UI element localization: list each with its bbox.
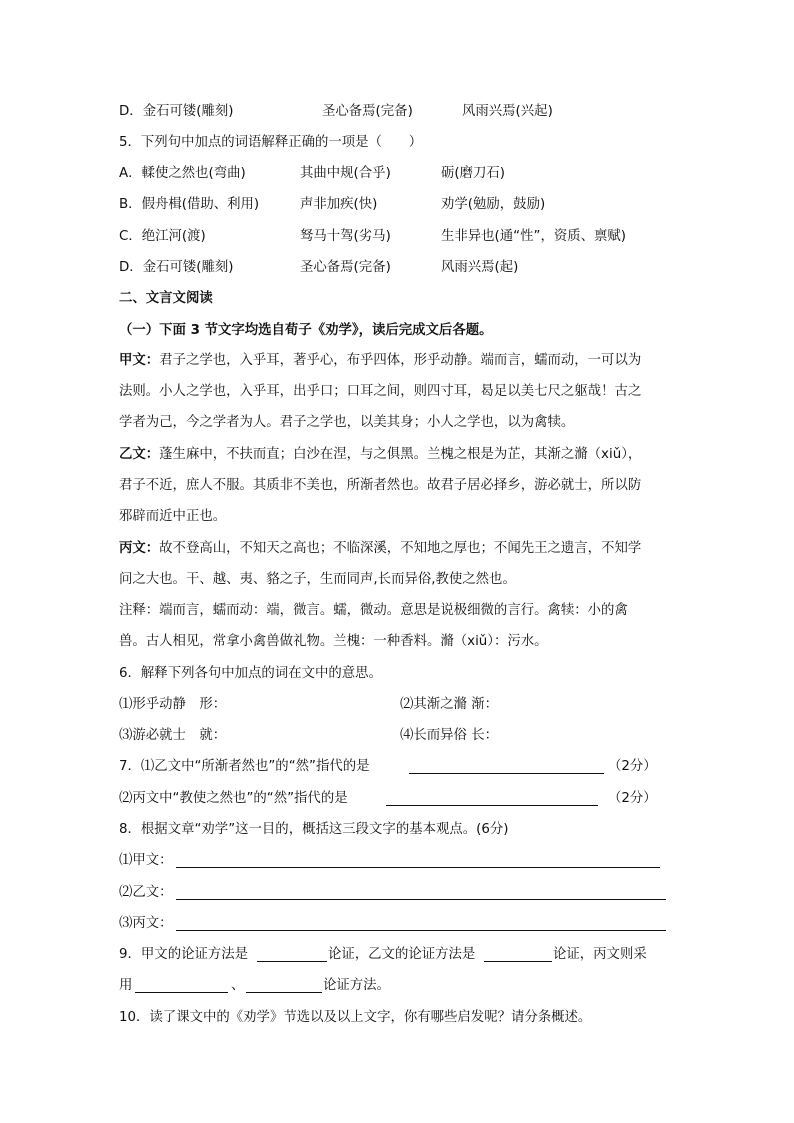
- bing-passage-line-2: 问之大也。干、越、夷、貉之子，生而同声,长而异俗,教使之然也。: [119, 572, 516, 587]
- jia-passage-line-3: 学者为己，今之学者为人。君子之学也，以美其身；小人之学也，以为禽犊。: [119, 415, 575, 430]
- yi-passage-line-1: 乙文：蓬生麻中，不扶而直；白沙在涅，与之俱黑。兰槐之根是为芷，其渐之滫（xiǔ），: [119, 447, 642, 462]
- q6-stem: 6．解释下列各句中加点的词在文中的意思。: [119, 666, 382, 681]
- q9-part-5: 、: [231, 978, 245, 993]
- q6-item-3: ⑶游必就士 就：: [119, 728, 227, 743]
- q8-answer-line-3[interactable]: [176, 930, 666, 931]
- section-subheading: （一）下面 3 节文字均选自荀子《劝学》，读后完成文后各题。: [119, 323, 493, 338]
- q6-item-4: ⑷长而异俗 长：: [400, 728, 498, 743]
- q5-option-b: B．假舟楫(借助、利用): [119, 197, 260, 212]
- q4-option-d: D．金石可镂(雕刻): [119, 104, 234, 119]
- bing-label: 丙文：: [119, 541, 160, 556]
- q9-blank-2[interactable]: [484, 961, 552, 962]
- bing-passage-line-1: 丙文：故不登高山，不知天之高也；不临深溪，不知地之厚也；不闻先王之遗言，不知学: [119, 541, 642, 556]
- q9-part-3: 论证，丙文则采: [553, 947, 647, 962]
- q4-option-d-item2: 圣心备焉(完备): [322, 104, 413, 119]
- q6-item-1: ⑴形乎动静 形：: [119, 697, 227, 712]
- q5-option-b-item3: 劝学(勉励，鼓励): [441, 197, 546, 212]
- q5-option-a-item3: 砺(磨刀石): [441, 166, 506, 181]
- q7-answer-blank-2[interactable]: [386, 805, 598, 806]
- q8-item-3: ⑶丙文：: [119, 916, 173, 931]
- q8-stem: 8．根据文章“劝学”这一目的，概括这三段文字的基本观点。(6分): [119, 822, 509, 837]
- yi-label: 乙文：: [119, 447, 160, 462]
- q8-item-1: ⑴甲文：: [119, 853, 173, 868]
- q8-item-2: ⑵乙文：: [119, 885, 173, 900]
- q6-item-2: ⑵其渐之滫 渐：: [400, 697, 498, 712]
- q7-score-2: （2分）: [608, 791, 657, 806]
- q5-option-a: A．輮使之然也(弯曲): [119, 166, 246, 181]
- yi-passage-line-3: 邪辟而近中正也。: [119, 509, 227, 524]
- q9-part-4: 用: [119, 978, 133, 993]
- q7-line-2: ⑵丙文中“教使之然也”的“然”指代的是: [119, 791, 348, 806]
- q5-option-d-item2: 圣心备焉(完备): [300, 260, 391, 275]
- q9-part-2: 论证，乙文的论证方法是: [328, 947, 476, 962]
- note-line-2: 兽。古人相见，常拿小禽兽做礼物。兰槐：一种香料。滫（xiǔ）：污水。: [119, 634, 548, 649]
- q5-option-c: C．绝江河(渡): [119, 229, 206, 244]
- q9-blank-1[interactable]: [257, 961, 327, 962]
- yi-passage-line-2: 君子不近，庶人不服。其质非不美也，所渐者然也。故君子居必择乡，游必就士，所以防: [119, 478, 642, 493]
- q9-blank-3[interactable]: [135, 992, 228, 993]
- jia-label: 甲文：: [119, 353, 160, 368]
- q9-blank-4[interactable]: [246, 992, 322, 993]
- q5-option-b-item2: 声非加疾(快): [300, 197, 378, 212]
- q5-stem: 5．下列句中加点的词语解释正确的一项是（ ）: [119, 135, 423, 150]
- q9-part-6: 论证方法。: [323, 978, 390, 993]
- note-line-1: 注释：端而言，蠕而动：端，微言。蠕，微动。意思是说极细微的言行。禽犊：小的禽: [119, 603, 628, 618]
- q5-option-d-item3: 风雨兴焉(起): [441, 260, 519, 275]
- q10-stem: 10．读了课文中的《劝学》节选以及以上文字，你有哪些启发呢？请分条概述。: [119, 1010, 592, 1025]
- jia-passage-line-2: 法则。小人之学也，入乎耳，出乎口；口耳之间，则四寸耳，曷足以美七尺之躯哉！古之: [119, 384, 642, 399]
- section-heading: 二、文言文阅读: [119, 291, 213, 306]
- q7-score-1: （2分）: [608, 759, 657, 774]
- q5-option-a-item2: 其曲中规(合乎): [300, 166, 391, 181]
- jia-passage-line-1: 甲文：君子之学也，入乎耳，著乎心，布乎四体，形乎动静。端而言，蠕而动，一可以为: [119, 353, 642, 368]
- q7-line-1: 7．⑴乙文中“所渐者然也”的“然”指代的是: [119, 759, 370, 774]
- q5-option-c-item2: 驽马十驾(劣马): [300, 229, 391, 244]
- q5-option-d: D．金石可镂(雕刻): [119, 260, 234, 275]
- q9-part-1: 9．甲文的论证方法是: [119, 947, 249, 962]
- q7-answer-blank-1[interactable]: [409, 773, 604, 774]
- q8-answer-line-2[interactable]: [176, 899, 666, 900]
- q5-option-c-item3: 生非异也(通“性”，资质、禀赋): [441, 229, 627, 244]
- q4-option-d-item3: 风雨兴焉(兴起): [462, 104, 553, 119]
- q8-answer-line-1[interactable]: [176, 867, 660, 868]
